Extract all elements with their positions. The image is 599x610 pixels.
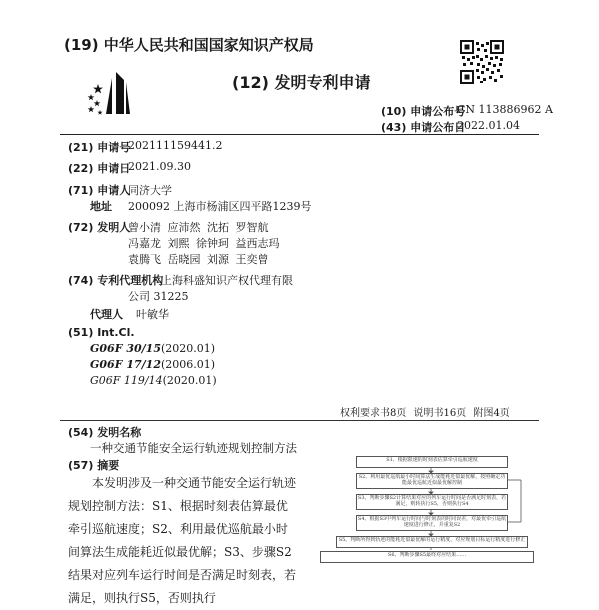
filing-date-label: (22) 申请日 xyxy=(68,162,131,175)
ipc-classification-2 xyxy=(90,358,215,371)
ipc-code: G06F 17/12 xyxy=(90,358,161,371)
int-cl-label: (51) Int.Cl. xyxy=(68,326,135,339)
invention-title-value: 一种交通节能安全运行轨迹规划控制方法 xyxy=(90,441,297,455)
document-type: (12) 发明专利申请 xyxy=(232,73,371,92)
applicant-value: 同济大学 xyxy=(128,184,172,197)
flowchart-step-2: S2、利用最优巡航最小时间算法生成能耗近似最优解，按照确定功能最优巡航近似最优解控制 xyxy=(356,473,508,489)
patent-agency-label: (74) 专利代理机构 xyxy=(68,274,164,287)
qr-code-icon xyxy=(460,40,504,84)
inventors-line-3: 袁腾飞 岳晓园 刘源 王奕曾 xyxy=(128,253,269,266)
inventors-line-2: 冯嘉龙 刘熙 徐钟珂 益西志玛 xyxy=(128,237,280,250)
publication-date-label: (43) 申请公布日 xyxy=(381,121,466,134)
publication-number-value: CN 113886962 A xyxy=(457,103,553,116)
applicant-label: (71) 申请人 xyxy=(68,184,131,197)
ipc-classification-1 xyxy=(90,342,215,355)
cnipa-emblem-icon xyxy=(86,70,144,118)
ipc-classification-3 xyxy=(90,374,217,387)
flowchart-step-5: S5、判断所得到轨迹的能耗近似最优解的运行精度，对应规划目标运行精度进行修正 xyxy=(336,536,528,548)
counts-divider xyxy=(60,420,539,421)
ipc-year: (2006.01) xyxy=(160,358,216,371)
filing-date-value: 2021.09.30 xyxy=(128,160,191,173)
abstract-text: 本发明涉及一种交通节能安全运行轨迹规划控制方法：S1、根据时刻表估算最优牵引巡航速度；S2、利用最优巡航最小时间算法生成能耗近似最优解；S3、步骤S2结果对应列车运行时间是否满足时刻表，若满足，则执行S5，否则执行 xyxy=(68,476,297,605)
agent-label: 代理人 xyxy=(90,308,123,321)
inventors-line-1: 曾小清 应沛然 沈拓 罗智航 xyxy=(128,221,269,234)
application-number-label: (21) 申请号 xyxy=(68,141,131,154)
ipc-year: (2020.01) xyxy=(162,374,217,387)
header-divider xyxy=(60,134,539,135)
abstract-label: (57) 摘要 xyxy=(68,459,120,472)
inventors-label: (72) 发明人 xyxy=(68,221,131,234)
patent-agency-value-cont: 公司 31225 xyxy=(128,290,189,303)
application-number-value: 202111159441.2 xyxy=(128,139,223,152)
flowchart-step-4: S4、根据S3中列车运行时间与时刻表的时间误差，对最优牵引巡航速度进行修正，并重复S2 xyxy=(356,515,508,531)
flowchart-arrows xyxy=(316,452,536,554)
ipc-code: G06F 119/14 xyxy=(90,374,163,387)
agent-value: 叶敏华 xyxy=(136,308,169,321)
abstract-figure xyxy=(316,452,536,558)
address-label: 地址 xyxy=(90,200,112,213)
flowchart-step-1: S1、根据限速的时刻表估算牵引巡航速度 xyxy=(356,456,508,468)
ipc-year: (2020.01) xyxy=(160,342,216,355)
office-name: (19) 中华人民共和国国家知识产权局 xyxy=(64,36,314,54)
flowchart-step-6: S6、判断步骤S5最终对应结果…… xyxy=(320,551,534,563)
invention-title-label: (54) 发明名称 xyxy=(68,426,142,439)
publication-number-label: (10) 申请公布号 xyxy=(381,105,466,118)
flowchart-step-3: S3、判断步骤S2计算结果对应的列车运行时间是否满足时刻表，若满足，则转执行S5，否则执行S4 xyxy=(356,494,508,510)
patent-agency-value: 上海科盛知识产权代理有限 xyxy=(161,274,293,287)
address-value: 200092 上海市杨浦区四平路1239号 xyxy=(128,200,312,213)
page-counts: 权利要求书8页 说明书16页 附图4页 xyxy=(340,408,510,419)
ipc-code: G06F 30/15 xyxy=(90,342,161,355)
publication-date-value: 2022.01.04 xyxy=(457,119,520,132)
